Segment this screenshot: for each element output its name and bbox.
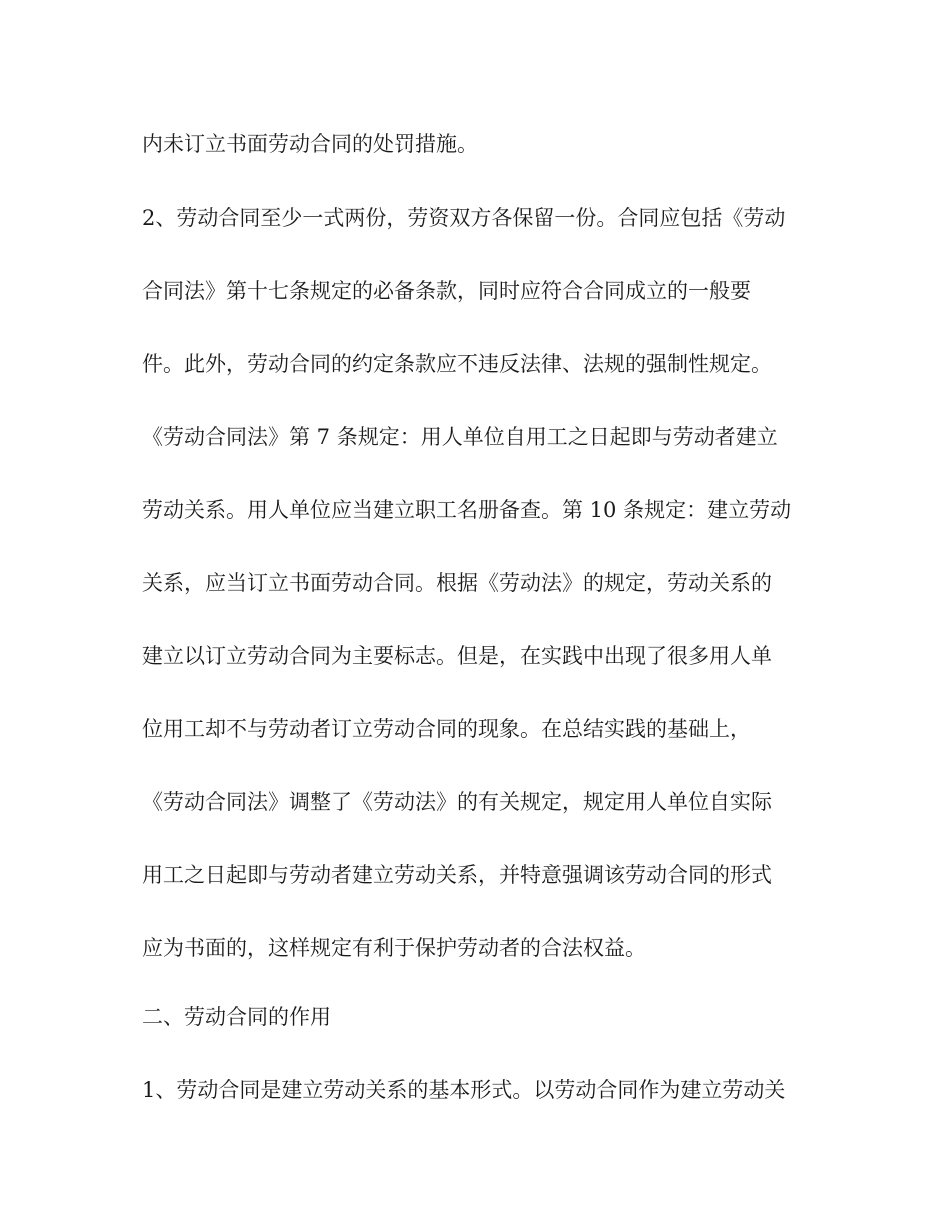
section-heading: 二、劳动合同的作用 <box>142 1005 331 1029</box>
text-line: 2、劳动合同至少一式两份，劳资双方各保留一份。合同应包括《劳动 <box>142 206 786 230</box>
text-line: 合同法》第十七条规定的必备条款，同时应符合合同成立的一般要 <box>142 279 751 303</box>
text-line: 《劳动合同法》调整了《劳动法》的有关规定，规定用人单位自实际 <box>142 790 772 814</box>
text-line: 位用工却不与劳动者订立劳动合同的现象。在总结实践的基础上， <box>142 717 751 741</box>
text-line: 应为书面的，这样规定有利于保护劳动者的合法权益。 <box>142 936 646 960</box>
text-line: 1、劳动合同是建立劳动关系的基本形式。以劳动合同作为建立劳动关 <box>142 1078 786 1102</box>
text-line: 劳动关系。用人单位应当建立职工名册备查。第 10 条规定：建立劳动 <box>142 498 792 522</box>
text-line: 件。此外，劳动合同的约定条款应不违反法律、法规的强制性规定。 <box>142 352 772 376</box>
text-line: 《劳动合同法》第 7 条规定：用人单位自用工之日起即与劳动者建立 <box>142 425 778 449</box>
text-line: 用工之日起即与劳动者建立劳动关系，并特意强调该劳动合同的形式 <box>142 863 772 887</box>
text-line: 关系，应当订立书面劳动合同。根据《劳动法》的规定，劳动关系的 <box>142 571 772 595</box>
text-line: 建立以订立劳动合同为主要标志。但是，在实践中出现了很多用人单 <box>142 644 772 668</box>
text-line: 内未订立书面劳动合同的处罚措施。 <box>142 132 478 156</box>
